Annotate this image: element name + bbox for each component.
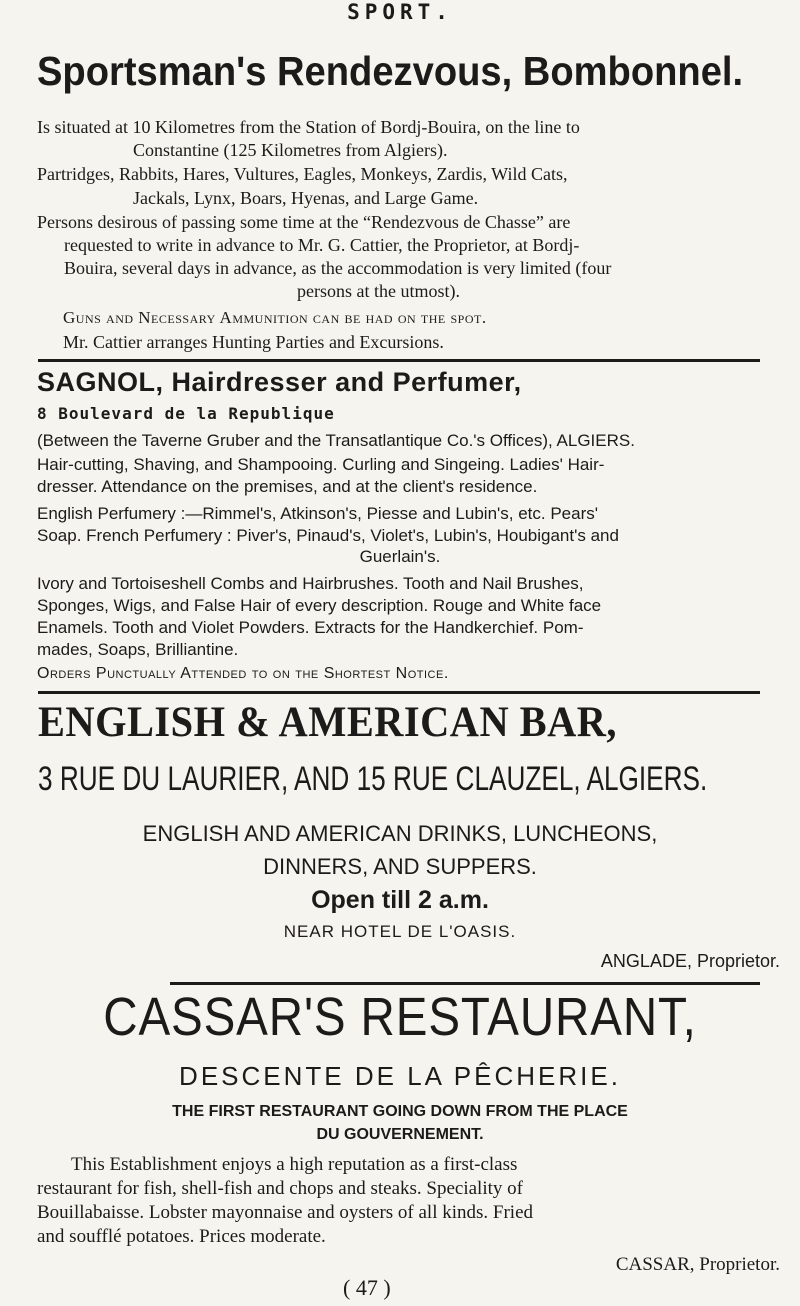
rendezvous-booking-line: requested to write in advance to Mr. G. Cattier, the Proprietor, at Bordj- [64,235,580,255]
rendezvous-excursions-note: Mr. Cattier arranges Hunting Parties and Excursions. [63,332,444,352]
rendezvous-game-line: Jackals, Lynx, Boars, Hyenas, and Large Game. [133,188,479,208]
bar-address: 3 RUE DU LAURIER, AND 15 RUE CLAUZEL, ALGIERS. [38,760,708,798]
bar-title: ENGLISH & AMERICAN BAR, [38,699,618,746]
section-header: SPORT. [347,0,453,24]
bar-offerings: DINNERS, AND SUPPERS. [263,854,537,879]
cassar-location: DU GOUVERNEMENT. [316,1126,484,1143]
sagnol-orders-note: Orders Punctually Attended to on the Shortest Notice. [37,665,449,682]
sagnol-goods-line: Ivory and Tortoiseshell Combs and Hairbrushes. Tooth and Nail Brushes, [37,574,584,593]
cassar-description-line: restaurant for fish, shell-fish and chops and steaks. Speciality of [37,1178,523,1199]
sagnol-address: 8 Boulevard de la Republique [37,404,335,423]
cassar-proprietor: CASSAR, Proprietor. [615,1254,780,1275]
cassar-description-line: Bouillabaisse. Lobster mayonnaise and oysters of all kinds. Fried [37,1202,534,1223]
sagnol-goods-line: mades, Soaps, Brilliantine. [37,640,239,659]
page-number: ( 47 ) [343,1275,391,1300]
cassar-location: THE FIRST RESTAURANT GOING DOWN FROM THE PLACE [172,1103,628,1120]
sagnol-perfumery-line: Guerlain's. [359,547,441,566]
cassar-description-line: This Establishment enjoys a high reputation as a first-class [71,1154,518,1175]
sagnol-perfumery-line: English Perfumery :—Rimmel's, Atkinson's, Piesse and Lubin's, etc. Pears' [37,504,598,523]
rendezvous-guns-note: Guns and Necessary Ammunition can be had on the spot. [63,308,487,327]
rendezvous-game-line: Partridges, Rabbits, Hares, Vultures, Eagles, Monkeys, Zardis, Wild Cats, [37,164,568,184]
sagnol-services-line: dresser. Attendance on the premises, and at the client's residence. [37,477,538,496]
rendezvous-title: Sportsman's Rendezvous, Bombonnel. [37,48,744,94]
sagnol-goods-line: Enamels. Tooth and Violet Powders. Extracts for the Handkerchief. Pom- [37,618,584,637]
bar-proprietor: ANGLADE, Proprietor. [600,951,780,971]
sagnol-services-line: Hair-cutting, Shaving, and Shampooing. Curling and Singeing. Ladies' Hair- [37,455,605,474]
cassar-subtitle: DESCENTE DE LA PÊCHERIE. [179,1061,621,1091]
bar-hours: Open till 2 a.m. [311,886,489,914]
rendezvous-booking-line: Bouira, several days in advance, as the accommodation is very limited (four [64,258,612,278]
sagnol-perfumery-line: Soap. French Perfumery : Piver's, Pinaud's, Violet's, Lubin's, Houbigant's and [37,526,619,545]
sagnol-goods-line: Sponges, Wigs, and False Hair of every description. Rouge and White face [37,596,602,615]
bar-offerings: ENGLISH AND AMERICAN DRINKS, LUNCHEONS, [142,821,658,846]
divider-rule [38,359,760,362]
rendezvous-location-line: Constantine (125 Kilometres from Algiers). [133,140,448,160]
rendezvous-location-line: Is situated at 10 Kilometres from the Station of Bordj-Bouira, on the line to [37,117,580,137]
rendezvous-booking-line: Persons desirous of passing some time at the “Rendezvous de Chasse” are [37,212,571,232]
sagnol-title: SAGNOL, Hairdresser and Perfumer, [37,367,522,397]
rendezvous-booking-line: persons at the utmost). [297,281,460,301]
bar-location-note: NEAR HOTEL DE L'OASIS. [283,922,517,941]
cassar-description-line: and soufflé potatoes. Prices moderate. [37,1226,326,1247]
sagnol-location: (Between the Taverne Gruber and the Transatlantique Co.'s Offices), ALGIERS. [37,431,635,450]
divider-rule [38,691,760,694]
cassar-title: CASSAR'S RESTAURANT, [103,987,697,1047]
divider-rule [170,982,760,985]
